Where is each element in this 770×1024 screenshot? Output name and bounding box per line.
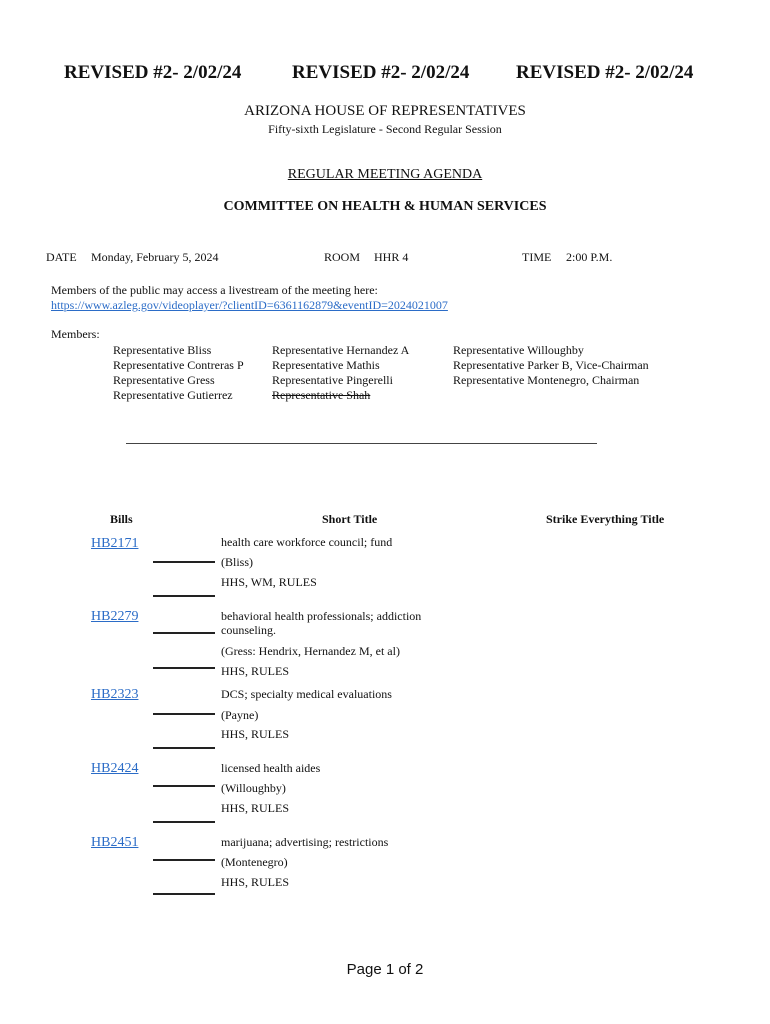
bill-title: marijuana; advertising; restrictions	[221, 835, 389, 849]
signature-line	[153, 747, 215, 749]
signature-line	[153, 595, 215, 597]
session-name: Fifty-sixth Legislature - Second Regular Session	[268, 122, 502, 136]
signature-line	[153, 561, 215, 563]
members-label: Members:	[51, 327, 100, 341]
revised-banner-3: REVISED #2- 2/02/24	[516, 62, 694, 83]
bill-sponsor: (Payne)	[221, 708, 259, 722]
bill-sponsor: (Montenegro)	[221, 855, 288, 869]
time-label: TIME	[522, 250, 552, 264]
signature-line	[153, 667, 215, 669]
bill-committees: HHS, WM, RULES	[221, 575, 317, 589]
page-number: Page 1 of 2	[346, 961, 424, 978]
member-name: Representative Contreras P	[113, 358, 244, 372]
signature-line	[153, 713, 215, 715]
bill-sponsor: (Willoughby)	[221, 781, 286, 795]
members-column-2	[272, 343, 409, 403]
revised-banner-2: REVISED #2- 2/02/24	[292, 62, 470, 83]
bill-sponsor: (Gress: Hendrix, Hernandez M, et al)	[221, 644, 400, 658]
committee-title: COMMITTEE ON HEALTH & HUMAN SERVICES	[223, 199, 547, 214]
time-value: 2:00 P.M.	[566, 250, 613, 264]
signature-line	[153, 821, 215, 823]
bill-title: behavioral health professionals; addiction counseling.	[221, 609, 422, 637]
short-title-column-header: Short Title	[322, 512, 378, 526]
member-name: Representative Mathis	[272, 358, 380, 372]
bill-sponsor: (Bliss)	[221, 555, 254, 569]
signature-line	[153, 859, 215, 861]
chamber-name: ARIZONA HOUSE OF REPRESENTATIVES	[244, 103, 526, 119]
bill-committees: HHS, RULES	[221, 801, 290, 815]
date-value: Monday, February 5, 2024	[91, 250, 219, 264]
bill-committees: HHS, RULES	[221, 664, 290, 678]
livestream-text: Members of the public may access a livestream of the meeting here:	[51, 283, 378, 297]
member-name: Representative Willoughby	[453, 343, 584, 357]
agenda-title: REGULAR MEETING AGENDA	[287, 167, 483, 182]
signature-line	[153, 785, 215, 787]
members-column-3	[453, 343, 649, 388]
bill-link[interactable]: HB2171	[91, 536, 139, 551]
member-name: Representative Hernandez A	[272, 343, 410, 357]
member-name: Representative Pingerelli	[272, 373, 393, 387]
livestream-link[interactable]: https://www.azleg.gov/videoplayer/?clientID=6361162879&eventID=2024021007	[51, 298, 448, 312]
bill-link[interactable]: HB2424	[91, 761, 139, 776]
revised-banner-1: REVISED #2- 2/02/24	[64, 62, 242, 83]
bill-committees: HHS, RULES	[221, 875, 290, 889]
member-name: Representative Gress	[113, 373, 215, 387]
bill-committees: HHS, RULES	[221, 727, 290, 741]
member-name-struck: Representative Shah	[272, 388, 371, 402]
bill-title: licensed health aides	[221, 761, 321, 775]
signature-line	[153, 893, 215, 895]
member-name: Representative Gutierrez	[113, 388, 233, 402]
member-name: Representative Parker B, Vice-Chairman	[453, 358, 649, 372]
bills-column-header: Bills	[110, 512, 133, 526]
strike-title-column-header: Strike Everything Title	[546, 512, 665, 526]
section-divider	[126, 443, 597, 444]
bill-link[interactable]: HB2451	[91, 835, 139, 850]
bill-title: DCS; specialty medical evaluations	[221, 687, 392, 701]
bill-link[interactable]: HB2323	[91, 687, 139, 702]
bill-link[interactable]: HB2279	[91, 609, 139, 624]
member-name: Representative Bliss	[113, 343, 212, 357]
members-column-1	[113, 343, 244, 403]
date-label: DATE	[46, 250, 77, 264]
member-name: Representative Montenegro, Chairman	[453, 373, 640, 387]
room-label: ROOM	[324, 250, 361, 264]
bill-title: health care workforce council; fund	[221, 535, 393, 549]
room-value: HHR 4	[374, 250, 409, 264]
signature-line	[153, 632, 215, 634]
